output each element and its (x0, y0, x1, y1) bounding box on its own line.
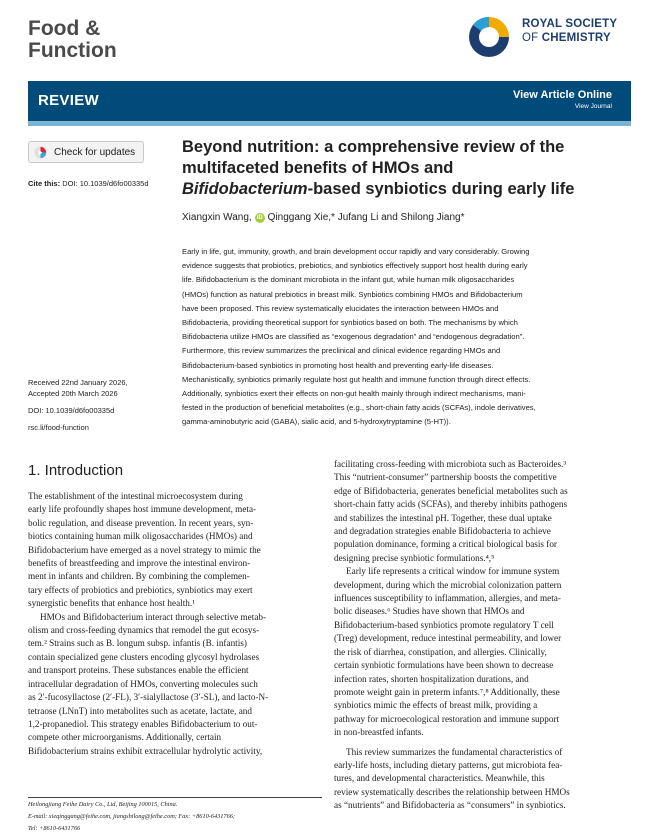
footer-line2: E-mail: xieqinggang@feihe.com, jiangshilong@feihe.com; Fax: +8610-6431766; (28, 813, 235, 820)
abstract (182, 245, 628, 430)
crossmark-icon (34, 146, 47, 159)
body-line: Early life represents a critical window for immune system (346, 566, 560, 577)
abstract-line: (HMOs) function as natural prebiotics in breast milk. Synbiotics combining HMOs and Bifidobacterium (182, 289, 523, 299)
body-line: synergistic benefits that enhance host health.¹ (28, 598, 195, 609)
accepted-date: Accepted 20th March 2026 (28, 389, 118, 398)
abstract-line: Bifidobacteria utilize HMOs are classified as “exogenous degradation” and “endogenous degradation”. (182, 332, 525, 342)
cite-doi: DOI: 10.1039/d6fo00335d (62, 179, 149, 188)
body-line: pathway for microecological restoration and immune support (334, 713, 560, 724)
body-line: Bifidobacterium have emerged as a novel strategy to mimic the (28, 544, 261, 555)
view-article-online-link[interactable]: View Article Online (512, 89, 612, 101)
author-first: Xiangxin Wang, (182, 212, 252, 223)
body-column-left (28, 490, 322, 758)
rsc-logo-icon (465, 13, 513, 61)
title-line3-rest: -based synbiotics during early life (307, 180, 575, 198)
abstract-line: gamma-aminobutyric acid (GABA), sialic acid, and 5-hydroxytryptamine (5-HT)). (182, 417, 451, 427)
cite-label: Cite this: (28, 179, 61, 188)
journal-title-line2: Function (28, 39, 117, 62)
body-line: contain specialized gene clusters encoding glycosyl hydrolases (28, 651, 260, 662)
abstract-line: have been proposed. This review systematically elucidates the interaction between HMOs and (182, 303, 499, 313)
abstract-line: Bifidobacterium-based synbiotics in promoting host health and preventing early-life diseases. (182, 360, 494, 370)
body-line: certain synbiotic formulations have been shown to decrease (334, 660, 554, 671)
body-line: designing precise synbiotic formulations.⁴,⁵ (334, 552, 495, 563)
abstract-line: Bifidobacteria, providing theoretical support for synbiotics based on both. The mechanisms by which (182, 318, 518, 328)
body-line: tary effects of probiotics and prebiotics, synbiotics may exert (28, 584, 253, 595)
body-line: and stabilizes the intestinal pH. Together, these dual uptake (334, 512, 552, 523)
received-date: Received 22nd January 2026, (28, 378, 128, 387)
body-line: This “nutrient-consumer” partnership boosts the competitive (334, 472, 557, 483)
article-title (182, 137, 622, 200)
body-line: bolic regulation, and disease prevention. In recent years, syn- (28, 517, 254, 528)
footer-divider (28, 797, 322, 798)
body-line: benefits of breastfeeding and improve the intestinal environ- (28, 558, 251, 569)
abstract-line: Mechanistically, synbiotics primarily regulate host gut health and immune function through direct effects. (182, 374, 531, 384)
body-line: ment in infants and children. By combining the complemen- (28, 571, 250, 582)
journal-title (28, 18, 117, 62)
view-links (513, 89, 612, 110)
abstract-line: life. Bifidobacterium is the dominant microbiota in the infant gut, while human milk oligosaccharides (182, 275, 515, 285)
title-line2: multifaceted benefits of HMOs and (182, 159, 454, 177)
body-line: in non-breastfed infants. (334, 727, 424, 738)
check-for-updates-label: Check for updates (54, 146, 136, 158)
author-rest: Qinggang Xie,* Jufang Li and Shilong Jiang* (267, 212, 465, 223)
body-line: 1,2-propanediol. This strategy enables Bifidobacterium to out- (28, 718, 258, 729)
body-line: tetraose (LNnT) into metabolites such as acetate, lactate, and (28, 705, 252, 716)
body-line: The establishment of the intestinal microecosystem during (28, 491, 243, 501)
body-line: early-life hosts, including dietary patterns, gut microbiota fea- (334, 759, 563, 770)
body-line: short-chain fatty acids (SCFAs), and thereby inhibits pathogens (334, 499, 568, 510)
body-line: compete other microorganisms. Additionally, certain (28, 732, 222, 743)
abstract-line: Additionally, synbiotics exert their effects on non-gut health mainly through indirect mechanisms, mani- (182, 389, 526, 399)
title-line3-italic: Bifidobacterium (182, 180, 308, 198)
body-line: edge of Bifidobacteria, generates beneficial metabolites such as (334, 485, 568, 496)
journal-title-line1: Food & (28, 17, 101, 40)
publisher-line1: ROYAL SOCIETY (522, 18, 618, 30)
banner-accent (28, 121, 631, 126)
view-journal-link[interactable]: View Journal (574, 103, 612, 110)
body-line: synbiotics mimic the effects of breast milk, providing a (334, 700, 538, 711)
title-line1: Beyond nutrition: a comprehensive review of the (182, 138, 565, 156)
publisher-name (522, 17, 617, 45)
body-line: Bifidobacterium strains exhibit extracellular hydrolytic activity, (28, 745, 263, 756)
abstract-line: evidence suggests that probiotics, prebiotics, and synbiotics effectively support host health during early (182, 261, 528, 271)
check-for-updates-button[interactable] (28, 141, 144, 163)
body-line: as 2′-fucosyllactose (2′-FL), 3′-sialyllactose (3′-SL), and lacto-N- (28, 692, 269, 703)
section-heading: 1. Introduction (28, 462, 124, 479)
body-line: bolic diseases.⁶ Studies have shown that HMOs and (334, 606, 525, 617)
orcid-icon[interactable]: iD (256, 214, 263, 221)
body-line: biotics containing human milk oligosaccharides (HMOs) and (28, 531, 253, 542)
body-line: Bifidobacterium-based synbiotics promote regulatory T cell (334, 619, 554, 630)
body-line: intracellular degradation of HMOs, converting molecules such (28, 678, 258, 689)
publisher-line2-bold: CHEMISTRY (541, 32, 611, 44)
body-line: review systematically describes the relationship between HMOs (334, 786, 570, 797)
article-type-label: REVIEW (38, 92, 99, 109)
body-line: influences susceptibility to inflammation, allergies, and meta- (334, 593, 561, 604)
body-line: early life profoundly shapes host immune development, meta- (28, 504, 257, 515)
body-line: olism and cross-feeding dynamics that remodel the gut ecosys- (28, 625, 260, 636)
body-line: (Treg) development, reduce intestinal permeability, and lower (334, 633, 562, 644)
abstract-line: Early in life, gut, immunity, growth, and brain development occur rapidly and vary considerably. Growing (182, 247, 530, 256)
author-list (182, 212, 464, 223)
body-column-right (334, 458, 630, 813)
body-line: development, during which the microbial colonization pattern (334, 579, 562, 590)
journal-site-link[interactable]: rsc.li/food-function (28, 423, 89, 432)
publisher-line2-pre: OF (522, 32, 542, 44)
citation (28, 179, 149, 188)
footer-line1: Heilongjiang Feihe Dairy Co., Ltd, Beijing 100015, China. (28, 801, 178, 808)
body-line: promote weight gain in preterm infants.⁷,⁸ Additionally, these (334, 686, 560, 697)
body-line: and transport proteins. These substances enable the efficient (28, 665, 249, 676)
doi-text: DOI: 10.1039/d6fo00335d (28, 406, 115, 415)
body-line: population dominance, forming a critical biological basis for (334, 539, 557, 550)
body-line: infection rates, shorten hospitalization durations, and (334, 673, 529, 684)
affiliation-footer (28, 799, 328, 835)
body-line: HMOs and Bifidobacterium interact through selective metab- (40, 611, 267, 622)
body-line: and degradation strategies enable Bifidobacteria to achieve (334, 526, 551, 537)
abstract-line: fested in the production of beneficial metabolites (e.g., short-chain fatty acids (SCFAs), indole derivatives, (182, 403, 536, 413)
body-line: as “nutrients” and Bifidobacteria as “consumers” in synbiotics. (334, 800, 566, 811)
body-line: This review summarizes the fundamental characteristics of (346, 746, 563, 757)
body-line: facilitating cross-feeding with microbiota such as Bacteroides.³ (334, 459, 567, 469)
body-line: tures, and developmental characteristics. Meanwhile, this (334, 773, 545, 784)
abstract-line: Furthermore, this review summarizes the preclinical and clinical evidence regarding HMOs and (182, 346, 501, 356)
body-line: tem.² Strains such as B. longum subsp. infantis (B. infantis) (28, 638, 247, 649)
body-line: the risk of diarrhea, constipation, and allergies. Clinically, (334, 646, 547, 657)
footer-line3: Tel: +8610-6431766 (28, 825, 81, 832)
article-history (28, 377, 128, 433)
